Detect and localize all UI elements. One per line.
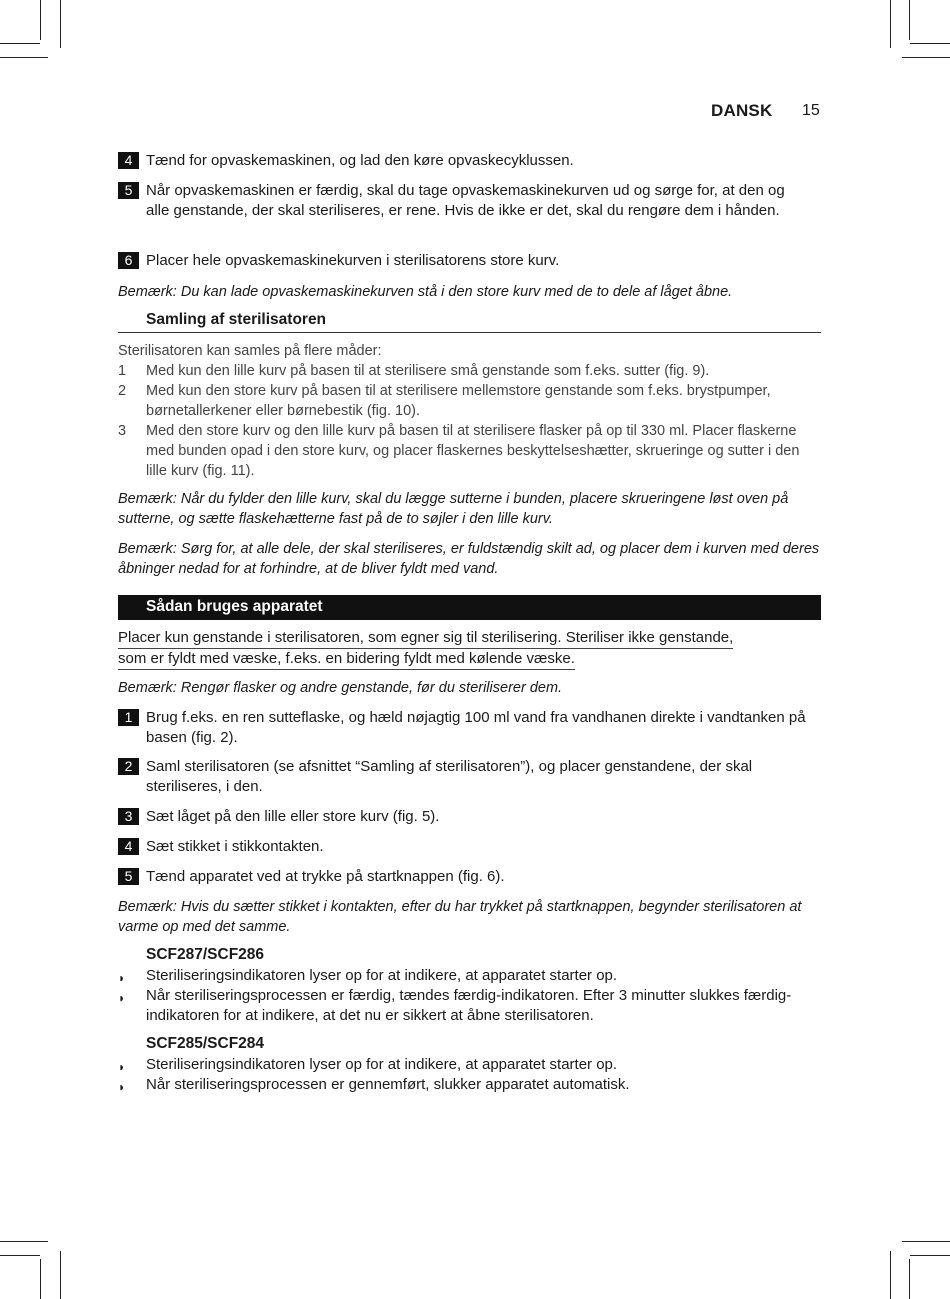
bullet-icon: ◗ <box>118 1060 126 1074</box>
step-item <box>118 151 808 171</box>
note: Bemærk: Du kan lade opvaskemaskinekurven stå i den store kurv med de to dele af låget åbne. <box>118 284 733 300</box>
section-heading-bar <box>118 595 821 620</box>
list-number: 3 <box>118 423 127 439</box>
crop-mark <box>40 0 41 40</box>
warning-line: Placer kun genstande i sterilisatoren, som egner sig til sterilisering. Steriliser ikke genstande, <box>118 628 733 649</box>
step-text: Tænd for opvaskemaskinen, og lad den køre opvaskecyklussen. <box>146 152 574 169</box>
step-number: 4 <box>118 838 139 855</box>
crop-mark <box>60 1251 61 1299</box>
step-text: Brug f.eks. en ren sutteflaske, og hæld nøjagtig 100 ml vand fra vandhanen direkte i vandtanken på basen (fig. 2). <box>146 709 806 746</box>
section-heading: Samling af sterilisatoren <box>146 311 327 328</box>
bullet-icon: ◗ <box>118 1080 126 1094</box>
crop-mark <box>0 57 48 58</box>
crop-mark <box>40 1259 41 1299</box>
list-text: Med kun den store kurv på basen til at sterilisere mellemstore genstande som f.eks. brystpumper, børnetallerkener eller børnebestik (fig. 10). <box>146 383 771 419</box>
crop-mark <box>902 1241 950 1242</box>
crop-mark <box>910 43 950 44</box>
note: Bemærk: Når du fylder den lille kurv, skal du lægge sutterne i bunden, placere skrueringene løst oven på sutterne, og sætte flaskehætterne fast på de to søjler i den lille kurv. <box>118 491 789 527</box>
bullet-item <box>118 986 818 1026</box>
intro-line: Sterilisatoren kan samles på flere måder: <box>118 343 382 359</box>
list-item <box>118 381 818 421</box>
crop-mark <box>909 1259 910 1299</box>
crop-mark <box>909 0 910 40</box>
note: Bemærk: Hvis du sætter stikket i kontakten, efter du har trykket på startknappen, begynder sterilisatoren at varme op med det samme. <box>118 899 802 935</box>
note: Bemærk: Sørg for, at alle dele, der skal steriliseres, er fuldstændig skilt ad, og placer dem i kurven med deres åbninger nedad for at forhindre, at de bliver fyldt med vand. <box>118 541 820 577</box>
step-item <box>118 757 808 797</box>
bullet-icon: ◗ <box>118 991 126 1005</box>
step-text: Sæt låget på den lille eller store kurv (fig. 5). <box>146 808 440 825</box>
list-item <box>118 421 818 481</box>
model-heading: SCF287/SCF286 <box>146 946 265 963</box>
step-number: 3 <box>118 808 139 825</box>
bullet-text: Steriliseringsindikatoren lyser op for at indikere, at apparatet starter op. <box>146 1056 618 1073</box>
bullet-item <box>118 1055 818 1075</box>
step-item <box>118 837 808 857</box>
crop-mark <box>910 1255 950 1256</box>
step-text: Saml sterilisatoren (se afsnittet “Samling af sterilisatoren”), og placer genstandene, der skal steriliseres, i den. <box>146 758 753 795</box>
warning-text <box>118 628 783 670</box>
step-text: Sæt stikket i stikkontakten. <box>146 838 324 855</box>
step-item <box>118 251 808 271</box>
step-item <box>118 181 808 221</box>
list-number: 1 <box>118 363 127 379</box>
list-item <box>118 361 818 381</box>
page-number: 15 <box>802 102 820 119</box>
bullet-item <box>118 966 818 986</box>
step-item <box>118 708 808 748</box>
crop-mark <box>0 1255 40 1256</box>
intro-text <box>118 341 818 361</box>
crop-mark <box>0 43 40 44</box>
bullet-text: Steriliseringsindikatoren lyser op for at indikere, at apparatet starter op. <box>146 967 618 984</box>
crop-mark <box>890 1251 891 1299</box>
section-divider <box>118 332 821 333</box>
step-text: Når opvaskemaskinen er færdig, skal du tage opvaskemaskinekurven ud og sørge for, at den og alle genstande, der skal steriliseres, er rene. Hvis de ikke er det, skal du rengøre dem i hånden. <box>146 182 785 219</box>
list-text: Med kun den lille kurv på basen til at sterilisere små genstande som f.eks. sutter (fig. 9). <box>146 363 710 379</box>
step-number: 2 <box>118 758 139 775</box>
step-item <box>118 867 808 887</box>
bullet-icon: ◗ <box>118 971 126 985</box>
warning-line: som er fyldt med væske, f.eks. en bidering fyldt med kølende væske. <box>118 649 575 670</box>
bullet-text: Når steriliseringsprocessen er gennemført, slukker apparatet automatisk. <box>146 1076 630 1093</box>
bullet-text: Når steriliseringsprocessen er færdig, tændes færdig-indikatoren. Efter 3 minutter slukkes færdig-indikatoren for at indikere, at det nu er sikkert at åbne sterilisatoren. <box>146 987 792 1024</box>
step-number: 1 <box>118 709 139 726</box>
step-number: 4 <box>118 152 139 169</box>
crop-mark <box>902 57 950 58</box>
bullet-item <box>118 1075 818 1095</box>
step-number: 5 <box>118 182 139 199</box>
language-label: DANSK <box>711 101 773 120</box>
step-item <box>118 807 808 827</box>
step-number: 6 <box>118 252 139 269</box>
list-number: 2 <box>118 383 127 399</box>
note: Bemærk: Rengør flasker og andre genstande, før du steriliserer dem. <box>118 680 563 696</box>
section-heading: Sådan bruges apparatet <box>146 598 323 615</box>
list-text: Med den store kurv og den lille kurv på basen til at sterilisere flasker på op til 330 ml. Placer flaskerne med bunden opad i den store kurv, og placer flaskernes beskyttelseshætter, skrueringe og sutter i den lille kurv (fig. 11). <box>146 423 800 479</box>
crop-mark <box>60 0 61 48</box>
step-text: Placer hele opvaskemaskinekurven i sterilisatorens store kurv. <box>146 252 560 269</box>
step-text: Tænd apparatet ved at trykke på startknappen (fig. 6). <box>146 868 505 885</box>
crop-mark <box>0 1241 48 1242</box>
step-number: 5 <box>118 868 139 885</box>
crop-mark <box>890 0 891 48</box>
model-heading: SCF285/SCF284 <box>146 1035 265 1052</box>
